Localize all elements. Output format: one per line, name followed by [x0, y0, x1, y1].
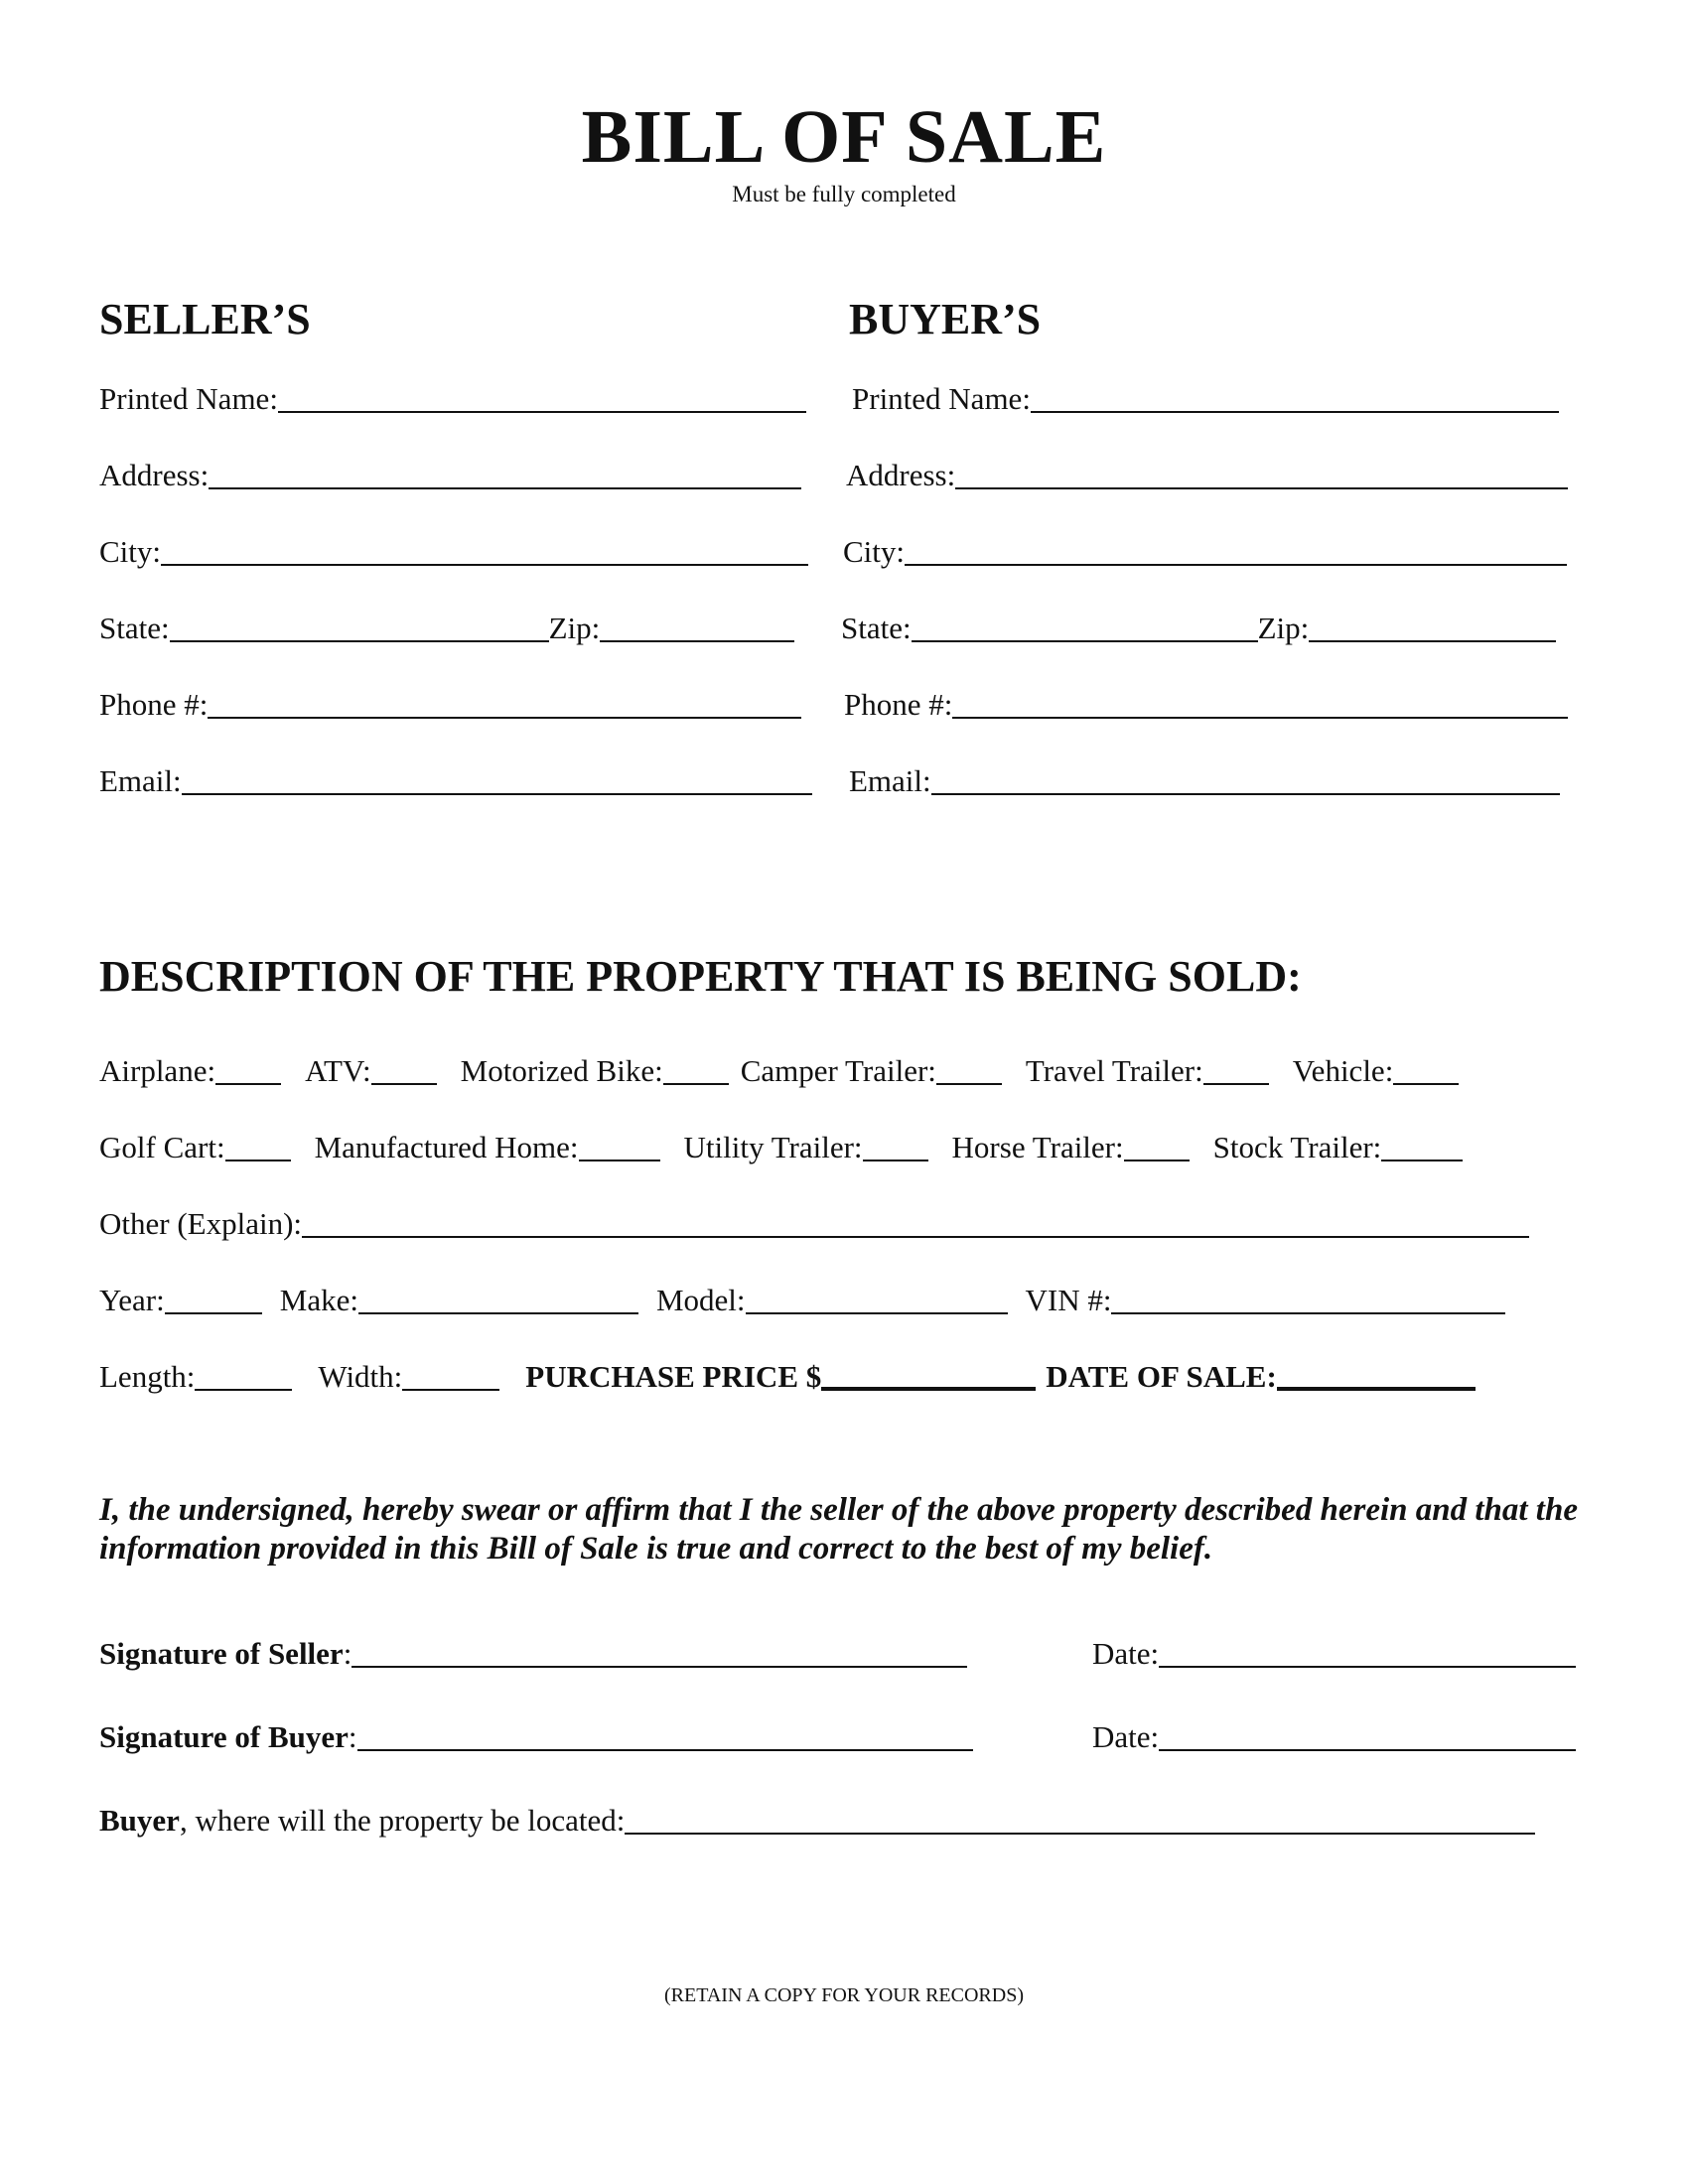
seller-email-label: Email: [99, 763, 182, 798]
golf-cart-line[interactable] [225, 1134, 291, 1161]
buyer-phone-label: Phone #: [844, 687, 953, 722]
model-field[interactable] [656, 1285, 1008, 1315]
horse-trailer-label: Horse Trailer: [951, 1130, 1124, 1164]
vin-label: VIN #: [1025, 1283, 1112, 1317]
manufactured-home-label: Manufactured Home: [314, 1130, 579, 1164]
travel-trailer-line[interactable] [1203, 1057, 1269, 1085]
seller-zip-line[interactable] [600, 614, 794, 642]
property-location-label: , where will the property be located: [179, 1803, 626, 1838]
seller-signature-colon: : [343, 1636, 352, 1671]
utility-trailer-label: Utility Trailer: [683, 1130, 863, 1164]
property-location-line[interactable] [625, 1807, 1535, 1835]
buyer-city-line[interactable] [905, 538, 1567, 566]
buyer-state-label: State: [841, 611, 912, 645]
seller-phone-field[interactable] [99, 689, 801, 720]
golf-cart-field[interactable] [99, 1132, 291, 1162]
seller-phone-line[interactable] [208, 691, 801, 719]
buyer-zip-line[interactable] [1309, 614, 1556, 642]
seller-signature-line[interactable] [352, 1640, 967, 1668]
seller-phone-label: Phone #: [99, 687, 209, 722]
width-label: Width: [318, 1359, 403, 1394]
buyer-printed-name-label: Printed Name: [852, 381, 1031, 416]
airplane-field[interactable] [99, 1055, 281, 1086]
year-label: Year: [99, 1283, 165, 1317]
buyer-phone-field[interactable] [844, 689, 1568, 720]
year-field[interactable] [99, 1285, 262, 1315]
travel-trailer-field[interactable] [1026, 1055, 1269, 1086]
seller-email-field[interactable] [99, 765, 812, 796]
buyer-state-zip-field[interactable] [841, 613, 1556, 643]
vin-field[interactable] [1026, 1285, 1506, 1315]
seller-address-label: Address: [99, 458, 210, 492]
buyer-address-field[interactable] [846, 460, 1568, 490]
seller-printed-name-label: Printed Name: [99, 381, 278, 416]
other-explain-line[interactable] [302, 1210, 1529, 1238]
seller-zip-label: Zip: [548, 611, 601, 645]
seller-city-label: City: [99, 534, 162, 569]
vehicle-line[interactable] [1393, 1057, 1459, 1085]
airplane-line[interactable] [215, 1057, 281, 1085]
utility-trailer-line[interactable] [863, 1134, 928, 1161]
buyer-date-field[interactable] [1092, 1721, 1576, 1752]
buyer-signature-colon: : [348, 1719, 357, 1754]
seller-signature-field[interactable] [99, 1638, 967, 1669]
property-location-bold-label: Buyer [99, 1803, 180, 1838]
seller-printed-name-field[interactable] [99, 383, 806, 414]
buyer-email-field[interactable] [849, 765, 1560, 796]
property-type-row-2 [99, 1132, 1463, 1162]
document-title: BILL OF SALE [581, 95, 1107, 179]
manufactured-home-line[interactable] [579, 1134, 660, 1161]
date-of-sale-line[interactable] [1277, 1361, 1476, 1391]
length-label: Length: [99, 1359, 196, 1394]
camper-trailer-line[interactable] [936, 1057, 1002, 1085]
purchase-price-line[interactable] [821, 1361, 1036, 1391]
seller-city-line[interactable] [161, 538, 808, 566]
other-explain-field[interactable] [99, 1208, 1529, 1239]
stock-trailer-line[interactable] [1381, 1134, 1463, 1161]
buyer-signature-field[interactable] [99, 1721, 973, 1752]
vehicle-field[interactable] [1293, 1055, 1460, 1086]
buyer-zip-label: Zip: [1257, 611, 1310, 645]
camper-trailer-label: Camper Trailer: [740, 1053, 936, 1088]
utility-trailer-field[interactable] [684, 1132, 928, 1162]
make-label: Make: [279, 1283, 358, 1317]
buyer-state-line[interactable] [912, 614, 1258, 642]
width-field[interactable] [318, 1361, 499, 1392]
property-type-row-1 [99, 1055, 1459, 1086]
buyer-email-line[interactable] [931, 767, 1560, 795]
manufactured-home-field[interactable] [315, 1132, 660, 1162]
horse-trailer-field[interactable] [952, 1132, 1190, 1162]
motorized-bike-field[interactable] [461, 1055, 729, 1086]
seller-state-zip-field[interactable] [99, 613, 794, 643]
declaration-statement: I, the undersigned, hereby swear or affirm that I the seller of the above property described herein and that the information provided in this Bill of Sale is true and correct to the best of my belief. [99, 1492, 1578, 1567]
motorized-bike-line[interactable] [663, 1057, 729, 1085]
seller-email-line[interactable] [182, 767, 812, 795]
year-line[interactable] [165, 1287, 262, 1314]
make-line[interactable] [358, 1287, 638, 1314]
size-price-row [99, 1361, 1476, 1392]
motorized-bike-label: Motorized Bike: [460, 1053, 663, 1088]
buyer-printed-name-field[interactable] [852, 383, 1559, 414]
seller-address-line[interactable] [209, 462, 801, 489]
travel-trailer-label: Travel Trailer: [1025, 1053, 1203, 1088]
property-location-field[interactable] [99, 1805, 1535, 1836]
buyer-signature-line[interactable] [357, 1723, 973, 1751]
atv-line[interactable] [371, 1057, 437, 1085]
description-heading: DESCRIPTION OF THE PROPERTY THAT IS BEING SOLD: [99, 952, 1302, 1001]
other-explain-label: Other (Explain): [99, 1206, 303, 1241]
vehicle-label: Vehicle: [1292, 1053, 1394, 1088]
seller-state-line[interactable] [170, 614, 549, 642]
seller-address-field[interactable] [99, 460, 801, 490]
buyer-heading: BUYER’S [849, 295, 1042, 343]
seller-city-field[interactable] [99, 536, 808, 567]
buyer-date-line[interactable] [1159, 1723, 1576, 1751]
make-field[interactable] [280, 1285, 638, 1315]
stock-trailer-label: Stock Trailer: [1212, 1130, 1382, 1164]
buyer-printed-name-line[interactable] [1031, 385, 1559, 413]
atv-label: ATV: [305, 1053, 371, 1088]
seller-date-label: Date: [1092, 1636, 1160, 1671]
horse-trailer-line[interactable] [1124, 1134, 1190, 1161]
buyer-phone-line[interactable] [952, 691, 1568, 719]
buyer-email-label: Email: [849, 763, 931, 798]
length-line[interactable] [195, 1363, 292, 1391]
buyer-city-label: City: [843, 534, 906, 569]
purchase-price-label: PURCHASE PRICE $ [525, 1359, 822, 1394]
seller-date-line[interactable] [1159, 1640, 1576, 1668]
model-label: Model: [655, 1283, 746, 1317]
golf-cart-label: Golf Cart: [99, 1130, 225, 1164]
vehicle-details-row [99, 1285, 1505, 1315]
purchase-price-field[interactable] [525, 1361, 1036, 1392]
vin-line[interactable] [1111, 1287, 1505, 1314]
buyer-signature-label: Signature of Buyer [99, 1719, 349, 1754]
seller-state-label: State: [99, 611, 170, 645]
width-line[interactable] [402, 1363, 499, 1391]
seller-heading: SELLER’S [99, 295, 311, 343]
atv-field[interactable] [305, 1055, 437, 1086]
seller-printed-name-line[interactable] [278, 385, 806, 413]
document-subtitle: Must be fully completed [732, 182, 956, 206]
date-of-sale-label: DATE OF SALE: [1046, 1359, 1277, 1394]
airplane-label: Airplane: [99, 1053, 216, 1088]
buyer-address-line[interactable] [955, 462, 1568, 489]
buyer-date-label: Date: [1092, 1719, 1160, 1754]
camper-trailer-field[interactable] [741, 1055, 1002, 1086]
length-field[interactable] [99, 1361, 292, 1392]
buyer-city-field[interactable] [843, 536, 1567, 567]
date-of-sale-field[interactable] [1046, 1361, 1476, 1392]
retain-copy-note: (RETAIN A COPY FOR YOUR RECORDS) [664, 1984, 1024, 2006]
buyer-address-label: Address: [846, 458, 956, 492]
seller-signature-label: Signature of Seller [99, 1636, 344, 1671]
seller-date-field[interactable] [1092, 1638, 1576, 1669]
model-line[interactable] [746, 1287, 1008, 1314]
stock-trailer-field[interactable] [1213, 1132, 1464, 1162]
